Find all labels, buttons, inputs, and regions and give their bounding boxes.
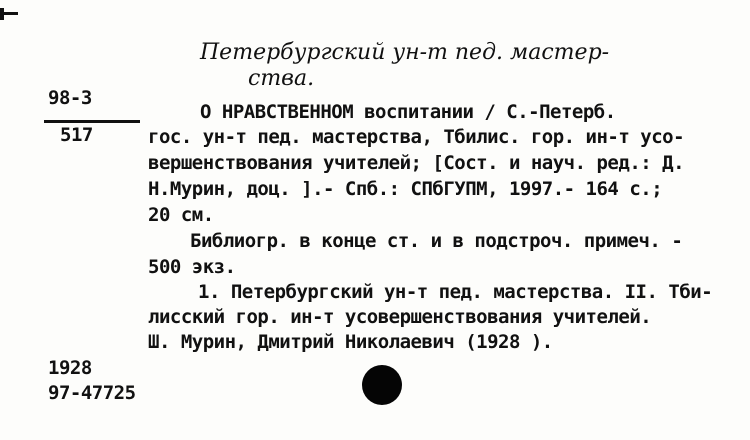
body-line: 20 см.	[148, 204, 214, 226]
card-punch-hole	[362, 365, 402, 405]
footer-year: 1928	[48, 357, 92, 379]
body-line: гос. ун-т пед. мастерства, Тбилис. гор. ин-т усо-	[148, 126, 685, 148]
card-edge-mark	[0, 8, 18, 20]
handwritten-note-line-1: Петербургский ун-т пед. мастер-	[200, 40, 610, 65]
note-line: 500 экз.	[148, 256, 236, 278]
call-number-upper: 98-3	[48, 87, 92, 109]
tracing-line: Ш. Мурин, Дмитрий Николаевич (1928 ).	[148, 331, 553, 353]
body-line: вершенствования учителей; [Сост. и науч. ред.: Д.	[148, 152, 685, 174]
body-line: Н.Мурин, доц. ].- Спб.: СПбГУПМ, 1997.- 164 с.;	[148, 178, 663, 200]
handwritten-note-line-2: ства.	[248, 66, 315, 91]
accession-number: 97-47725	[48, 382, 136, 404]
call-number-lower: 517	[60, 124, 93, 146]
tracing-line: 1. Петербургский ун-т пед. мастерства. II. Тби-	[198, 281, 713, 303]
tracing-line: лисский гор. ин-т усовершенствования учителей.	[148, 306, 652, 328]
call-number-divider	[44, 120, 140, 123]
title-line: О НРАВСТВЕННОМ воспитании / С.-Петерб.	[200, 101, 616, 123]
note-line: Библиогр. в конце ст. и в подстроч. примеч. -	[190, 230, 683, 252]
